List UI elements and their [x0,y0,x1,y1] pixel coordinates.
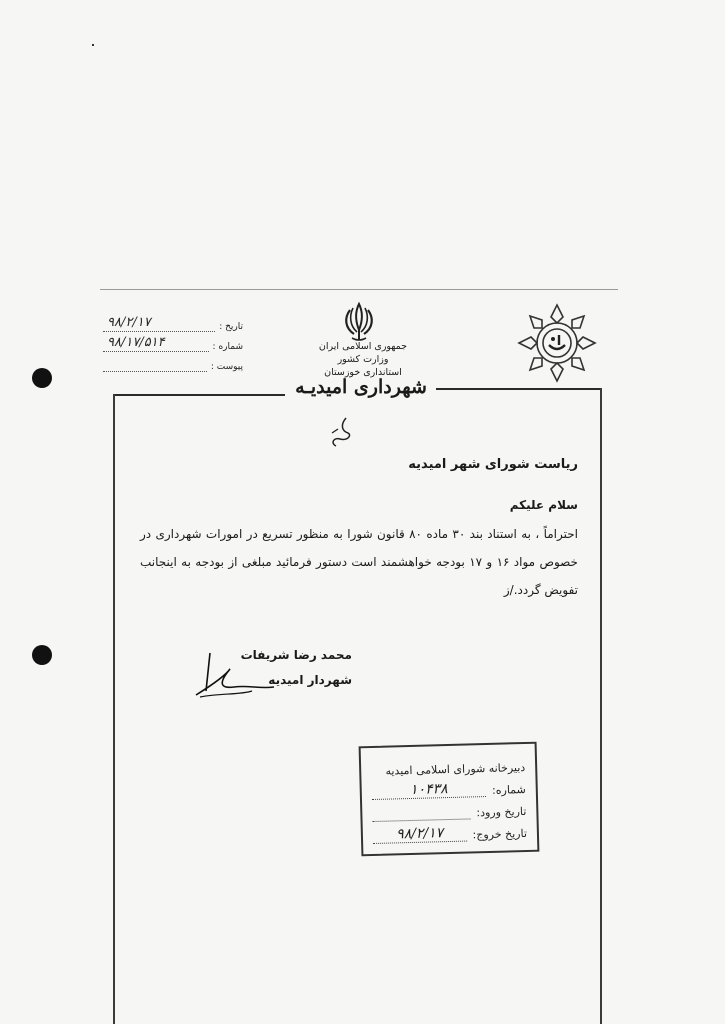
government-heading [288,340,438,379]
handwritten-signature [190,645,280,705]
handwritten-mark [326,415,358,449]
number-row [103,332,243,352]
attachment-label: پیوست : [210,362,243,372]
letter-body: احتراماً ، به استناد بند ۳۰ ماده ۸۰ قانون شورا به منظور تسریع در امورات شهرداری در خصوص مواد ۱۶ و ۱۷ بودجه خواهشمند است دستور فرمائید مبلغی از بودجه به اینجانب تفویض گردد./ز [140,527,579,597]
date-value: ۹۸/۲/۱۷ [103,315,215,332]
letter-greeting: سلام علیکم [509,498,578,512]
gov-line-1: جمهوری اسلامی ایران [318,341,408,352]
stamp-title: دبیرخانه شورای اسلامی امیدیه [385,760,526,778]
stamp-exit-value: ۹۸/۲/۱۷ [373,825,467,844]
frame-right [600,388,602,1024]
stamp-exit-row [373,818,528,844]
date-row [103,312,243,332]
punch-hole-top [32,368,52,388]
number-value: ۹۸/۱۷/۵۱۴ [103,335,209,352]
frame-top-left [113,394,285,396]
municipality-logo-icon [515,301,599,385]
attachment-row [103,352,243,372]
gov-line-3: استانداری خوزستان [324,367,402,378]
stamp-title-row [371,752,526,778]
signer-title: شهردار امیدیه [268,673,352,687]
letter-recipient: ریاست شورای شهر امیدیه [408,457,578,472]
secretariat-stamp [359,742,540,857]
frame-left [113,394,115,1024]
frame-top-right [436,388,602,390]
stamp-number-row [371,774,526,800]
scan-speck [92,44,94,46]
gov-line-2: وزارت کشور [337,354,389,365]
stamp-number-value: ۱۰۴۳۸ [372,780,487,800]
stamp-entry-row [372,796,527,822]
stamp-exit-label: تاریخ خروج: [472,826,528,842]
organization-title: شهرداری امیدیـه [295,376,427,398]
number-label: شماره : [212,342,243,352]
letter-meta [103,312,243,372]
stamp-entry-label: تاریخ ورود: [476,804,527,820]
signer-name: محمد رضا شریفات [240,648,352,662]
stamp-number-label: شماره: [491,782,526,797]
punch-hole-bottom [32,645,52,665]
header-rule [100,289,618,290]
attachment-value [103,371,207,372]
iran-emblem-icon [336,300,382,344]
date-label: تاریخ : [219,322,243,332]
